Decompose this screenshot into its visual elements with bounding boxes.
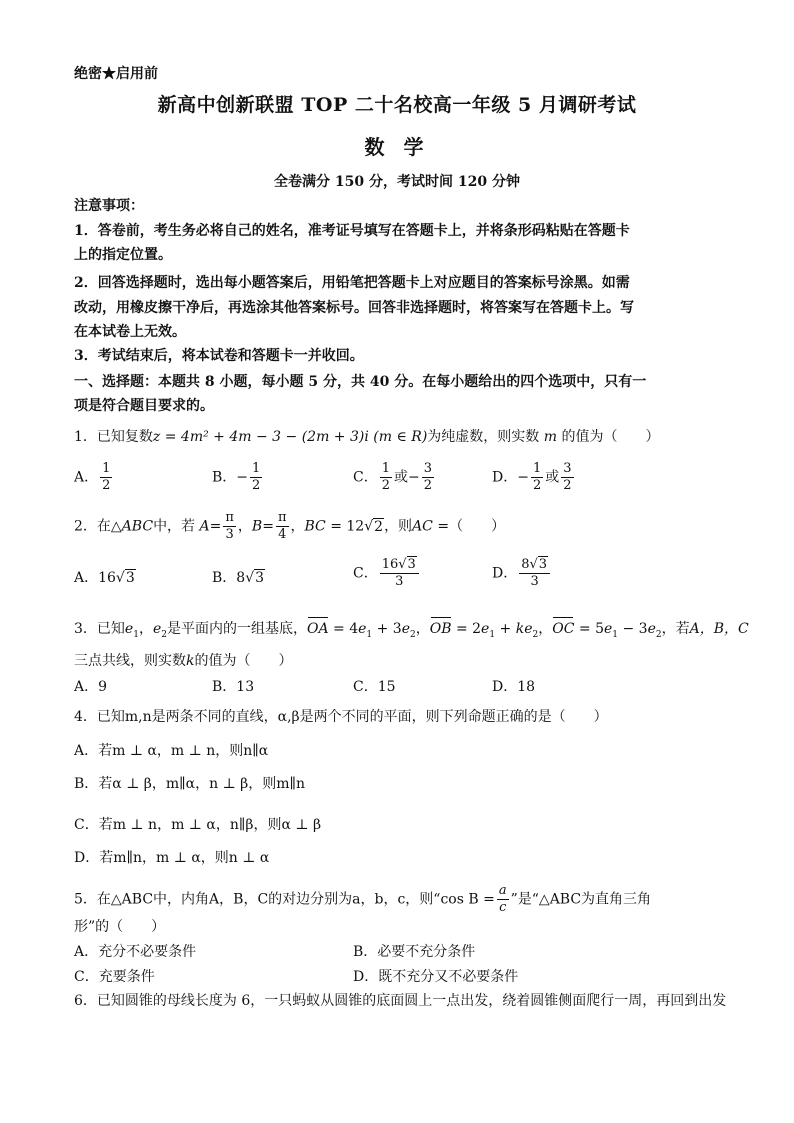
confidential-label: 绝密★启用前: [74, 66, 158, 82]
exam-title: 新高中创新联盟 TOP 二十名校高一年级 5 月调研考试: [157, 94, 637, 116]
note-2a: 2．回答选择题时，选出每小题答案后，用铅笔把答题卡上对应题目的答案标号涂黑。如需: [74, 275, 630, 291]
q3-option-a: A．9: [74, 679, 108, 695]
q1-option-c: C． $\frac{1}{2}$ 或− $\frac{3}{2}$: [353, 461, 433, 493]
note-1a: 1．答卷前，考生务必将自己的姓名，准考证号填写在答题卡上，并将条形码粘贴在答题卡: [74, 223, 630, 239]
question-6-stem: 6．已知圆锥的母线长度为 6，一只蚂蚁从圆锥的底面圆上一点出发，绕着圆锥侧面爬行一周，再回到出发: [74, 993, 727, 1009]
note-2b: 改动，用橡皮擦干净后，再选涂其他答案标号。回答非选择题时，将答案写在答题卡上。写: [74, 300, 634, 316]
subject-title: 数 学: [364, 135, 430, 159]
q4-option-c: C．若m ⊥ n，m ⊥ α，n∥β，则α ⊥ β: [74, 817, 322, 833]
q2-option-b: B．8√3: [212, 570, 265, 586]
note-3: 3．考试结束后，将本试卷和答题卡一并收回。: [74, 348, 364, 364]
question-3-stem: 3．已知$e_1$，$e_2$是平面内的一组基底，OA = $4e_1 + 3e_2$，OB = $2e_1 + ke_2$，OC = $5e_1 - 3e_2$，若A，B，C: [74, 621, 749, 640]
question-1-stem: [74, 427, 659, 447]
q3-option-c: C．15: [353, 679, 396, 695]
q5-option-d: D．既不充分又不必要条件: [353, 969, 519, 985]
question-4-stem: 4．已知m,n是两条不同的直线，α,β是两个不同的平面，则下列命题正确的是（ ）: [74, 709, 608, 725]
q5-option-a: A．充分不必要条件: [74, 944, 197, 960]
q1-tail: 的值为（ ）: [561, 429, 660, 445]
q1-option-d: D．− $\frac{1}{2}$ 或 $\frac{3}{2}$: [492, 461, 572, 493]
q2-option-a: A．16√3: [74, 570, 135, 586]
q1-expression: z = 4m² + 4m − 3 − (2m + 3)i (m ∈ R): [152, 429, 428, 445]
section-1-heading-b: 项是符合题目要求的。: [74, 398, 214, 414]
q4-option-b: B．若α ⊥ β，m∥α，n ⊥ β，则m∥n: [74, 776, 306, 792]
q4-option-d: D．若m∥n，m ⊥ α，则n ⊥ α: [74, 850, 270, 866]
notes-heading: 注意事项：: [74, 198, 144, 214]
score-time-info: 全卷满分 150 分，考试时间 120 分钟: [274, 174, 520, 190]
section-1-heading-a: 一、选择题：本题共 8 小题，每小题 5 分，共 40 分。在每小题给出的四个选项中，只有一: [74, 374, 647, 390]
question-5-stem-line2: 形”的（ ）: [74, 919, 166, 935]
note-1b: 上的指定位置。: [74, 247, 172, 263]
q1-prefix: 1．已知复数: [74, 429, 153, 445]
q1-variable: m: [543, 429, 558, 445]
q1-option-a: A． $\frac{1}{2}$: [74, 461, 111, 493]
question-3-stem-line2: 三点共线，则实数k的值为（ ）: [74, 653, 293, 669]
question-5-stem: 5．在△ABC中，内角A，B，C的对边分别为a，b，c，则“cos B = $\frac{a}{c}$ ”是“△ABC为直角三角: [74, 883, 652, 915]
q5-option-b: B．必要不充分条件: [353, 944, 476, 960]
q1-option-b: B．− $\frac{1}{2}$: [212, 461, 261, 493]
question-2-stem: 2．在△ABC中，若 A= $\frac{\pi}{3}$ ，B= $\frac{\pi}{4}$ ，BC = 12√2，则AC =（ ）: [74, 510, 506, 542]
q2-option-d: D． $\frac{8√3}{3}$: [492, 557, 552, 590]
note-2c: 在本试卷上无效。: [74, 324, 186, 340]
q1-middle: 为纯虚数，则实数: [427, 429, 540, 445]
q2-option-c: C． $\frac{16√3}{3}$: [353, 557, 421, 590]
q3-option-b: B．13: [212, 679, 255, 695]
q5-option-c: C．充要条件: [74, 969, 155, 985]
q3-option-d: D．18: [492, 679, 536, 695]
q4-option-a: A．若m ⊥ α，m ⊥ n，则n∥α: [74, 743, 269, 759]
